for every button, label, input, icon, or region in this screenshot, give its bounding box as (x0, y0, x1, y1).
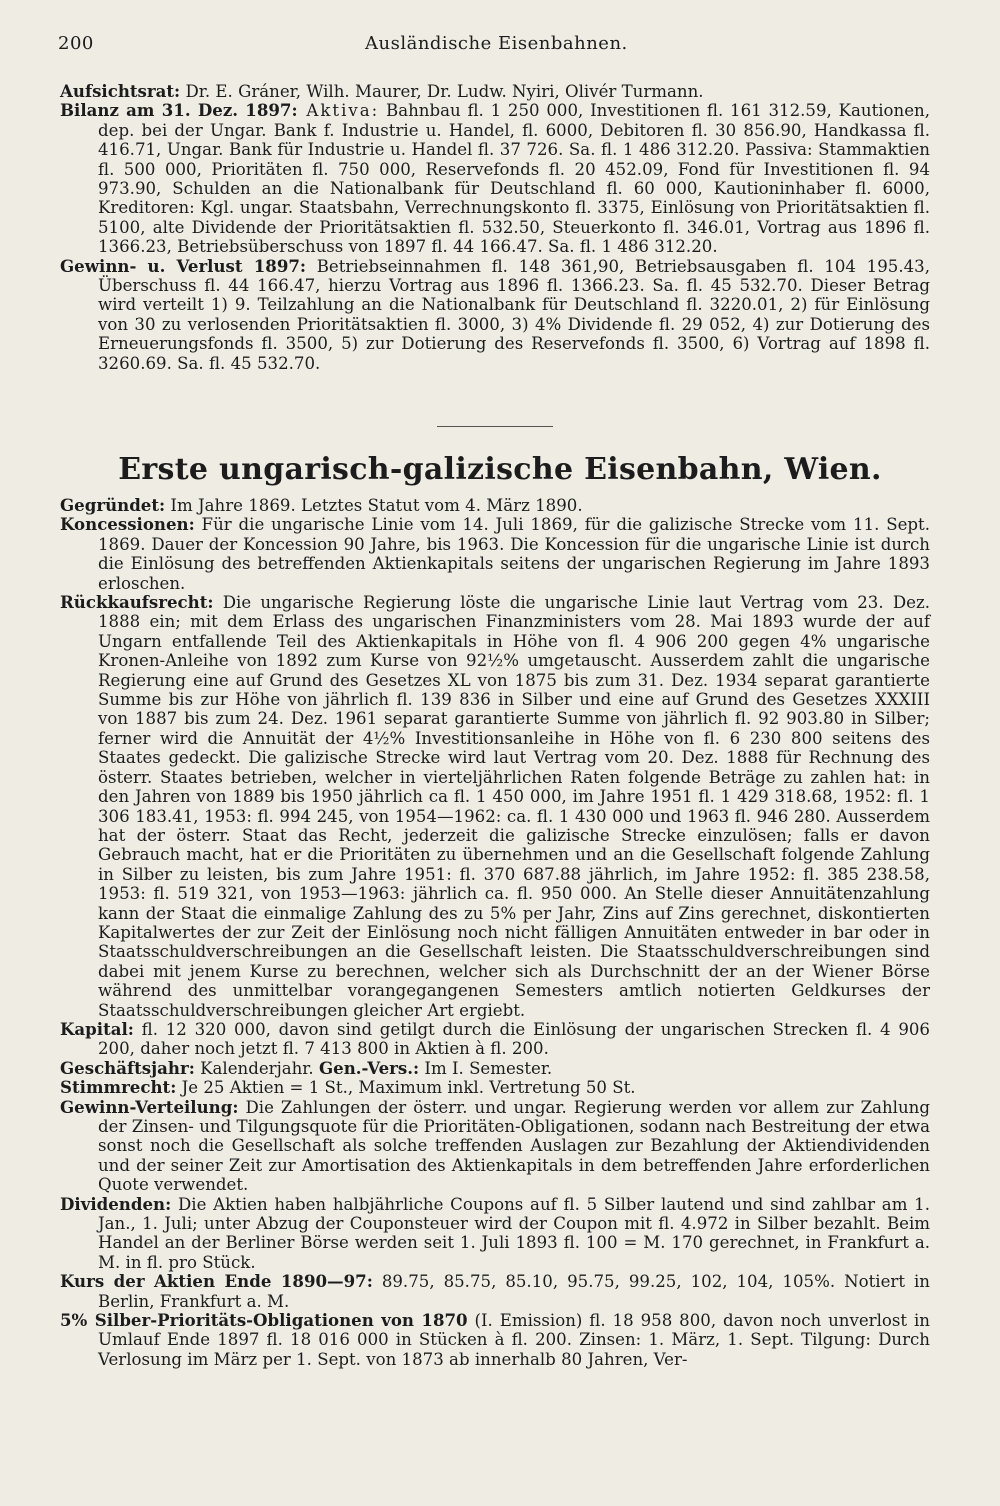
entry-rueckkaufsrecht (60, 593, 930, 1020)
entry-text: Die Aktien haben halbjährliche Coupons auf fl. 5 Silber lautend und sind zahlbar am 1. Jan., 1. Juli; unter Abzug der Couponsteuer wird der Coupon mit fl. 4.972 in Silber bezahlt. Beim Handel an der Berliner Börse werden seit 1. Juli 1893 fl. 100 = M. 170 gerechnet, in Frankfurt a. M. in fl. pro Stück. (98, 1194, 930, 1272)
entry-text: Je 25 Aktien = 1 St., Maximum inkl. Vertretung 50 St. (176, 1078, 636, 1098)
entry-text: Dr. E. Gráner, Wilh. Maurer, Dr. Ludw. Nyiri, Olivér Turmann. (180, 82, 704, 101)
entry-text: 89.75, 85.75, 85.10, 95.75, 99.25, 102, 104, 105%. Notiert in Berlin, Frankfurt a. M. (98, 1272, 930, 1311)
entry-label-secondary: Gen.-Vers.: (318, 1057, 420, 1078)
entry-prioritaets-obligationen (60, 1311, 930, 1369)
entry-aufsichtsrat (60, 82, 930, 101)
entry-text: Für die ungarische Linie vom 14. Juli 1869, für die galizische Strecke vom 11. Sept. 1869. Dauer der Koncession 90 Jahre, bis 1963. Die Koncession für die ungarische Linie ist durch die Einlösung des betreffenden Aktienkapitals seitens der ungarischen Regierung im Jahre 1893 erloschen. (98, 515, 930, 593)
entry-label: Koncessionen: (60, 514, 195, 535)
section-title: Erste ungarisch-galizische Eisenbahn, Wien. (118, 452, 882, 487)
entry-text: Die Zahlungen der österr. und ungar. Regierung werden vor allem zur Zahlung der Zinsen- und Tilgungsquote für die Prioritäten-Obligationen, sodann nach Bestreitung der etwa sonst noch die Gesellschaft als solche treffenden Auslagen zur Bezahlung der Aktiendividenden und der seiner Zeit zur Amortisation des Aktienkapitals in dem betreffenden Jahre erforderlichen Quote verwendet. (98, 1097, 930, 1195)
entry-label: 5% Silber-Prioritäts-Obligationen von 1870 (60, 1310, 468, 1331)
entry-gewinn-verteilung (60, 1098, 930, 1195)
entry-kurs (60, 1272, 930, 1311)
entry-label: Aufsichtsrat: (60, 81, 181, 101)
entry-spaced-label: Aktiva: (297, 101, 380, 121)
entry-bilanz (60, 101, 930, 256)
entry-gewinn-verlust (60, 257, 930, 373)
entry-kapital (60, 1020, 930, 1059)
entry-label: Kapital: (60, 1018, 134, 1039)
entry-label: Dividenden: (60, 1193, 172, 1214)
entry-stimmrecht (60, 1078, 930, 1097)
entry-dividenden (60, 1195, 930, 1273)
entry-label: Gewinn- u. Verlust 1897: (60, 255, 307, 276)
company-block-main (60, 496, 930, 1369)
entry-label: Gegründet: (60, 495, 166, 515)
entry-label: Rückkaufsrecht: (60, 592, 214, 613)
entry-text: fl. 12 320 000, davon sind getilgt durch die Einlösung der ungarischen Strecken fl. 4 906 200, daher noch jetzt fl. 7 413 800 in Aktien à fl. 200. (98, 1019, 930, 1059)
entry-geschaeftsjahr (60, 1059, 930, 1078)
entry-text: Im Jahre 1869. Letztes Statut vom 4. März 1890. (165, 496, 583, 515)
entry-text: Betriebseinnahmen fl. 148 361,90, Betriebsausgaben fl. 104 195.43, Überschuss fl. 44 166.47, hierzu Vortrag aus 1896 fl. 1366.23. Sa. fl. 45 532.70. Dieser Betrag wird verteilt 1) 9. Teilzahlung an die Nationalbank für Deutschland fl. 3220.01, 2) für Einlösung von 30 zu verlosenden Prioritätsaktien fl. 3000, 3) 4% Dividende fl. 29 052, 4) zur Dotierung des Erneuerungsfonds fl. 3500, 5) zur Dotierung des Reservefonds fl. 3500, 6) Vortrag auf 1898 fl. 3260.69. Sa. fl. 45 532.70. (98, 256, 930, 373)
running-title: Ausländische Eisenbahnen. (365, 33, 628, 54)
entry-label: Geschäftsjahr: (60, 1057, 195, 1078)
entry-text: (I. Emission) fl. 18 958 800, davon noch unverlost in Umlauf Ende 1897 fl. 18 016 000 in Stücken à fl. 200. Zinsen: 1. März, 1. Sept. Tilgung: Durch Verlosung im März per 1. Sept. von 1873 ab innerhalb 80 Jahren, Ver- (98, 1311, 930, 1369)
entry-text: Die ungarische Regierung löste die ungarische Linie laut Vertrag vom 23. Dez. 1888 ein; mit dem Erlass des ungarischen Finanzministers vom 28. Mai 1893 wurde der auf Ungarn entfallende Teil des Aktienkapitals in Höhe von fl. 4 906 200 gegen 4% ungarische Kronen-Anleihe von 1892 zum Kurse von 92½% umgetauscht. Ausserdem zahlt die ungarische Regierung eine auf Grund des Gesetzes XL von 1875 bis zum 31. Dez. 1934 separat garantierte Summe bis zur Höhe von jährlich fl. 139 836 in Silber und eine auf Grund des Gesetzes XXXIII von 1887 bis zum 24. Dez. 1961 separat garantierte Summe von jährlich fl. 92 903.80 in Silber; ferner wird die Annuität der 4½% Investitionsanleihe in Höhe von fl. 6 230 800 seitens des Staates gedeckt. Die galizische Strecke wird laut Vertrag vom 20. Dez. 1888 für Rechnung des österr. Staates betrieben, welcher in vierteljährlichen Raten folgende Beträge zu zahlen hat: in den Jahren von 1889 bis 1950 jährlich ca fl. 1 450 000, im Jahre 1951 fl. 1 429 318.68, 1952: fl. 1 306 183.41, 1953: fl. 994 245, von 1954—1962: ca. fl. 1 430 000 und 1963 fl. 946 280. Ausserdem hat der österr. Staat das Recht, jederzeit die galizische Strecke einzulösen; falls er davon Gebrauch macht, hat er die Prioritäten zu übernehmen und an die Gesellschaft folgende Zahlung in Silber zu leisten, bis zum Jahre 1951: fl. 370 687.88 jährlich, im Jahre 1952: fl. 385 238.58, 1953: fl. 519 321, von 1953—1963: jährlich ca. fl. 950 000. An Stelle dieser Annuitätenzahlung kann der Staat die einmalige Zahlung des zu 5% per Jahr, Zins auf Zins gerechnet, diskontierten Kapitalwertes der zur Zeit der Einlösung noch nicht fälligen Annuitäten entweder in bar oder in Staatsschuldverschreibungen an die Gesellschaft leisten. Die Staatsschuldverschreibungen sind dabei mit jenem Kurse zu berechnen, welcher sich als Durchschnitt der an der Wiener Börse während des unmittelbar vorangegangenen Semesters amtlich notierten Geldkurses der Staatsschuldverschreibungen gleicher Art ergiebt. (98, 593, 930, 1020)
entry-text: Kalenderjahr. (194, 1058, 319, 1078)
entry-label: Gewinn-Verteilung: (60, 1096, 239, 1117)
section-divider (437, 426, 553, 427)
entry-label: Kurs der Aktien Ende 1890—97: (60, 1271, 373, 1292)
entry-label: Bilanz am 31. Dez. 1897: (60, 100, 298, 121)
company-block-top (60, 82, 930, 373)
entry-text: Bahnbau fl. 1 250 000, Investitionen fl. 161 312.59, Kautionen, dep. bei der Ungar. Bank f. Industrie u. Handel, fl. 6000, Debitoren fl. 30 856.90, Handkassa fl. 416.71, Ungar. Bank für Industrie u. Handel fl. 37 726. Sa. fl. 1 486 312.20. Passiva: Stammaktien fl. 500 000, Prioritäten fl. 750 000, Reservefonds fl. 20 452.09, Fond für Investitionen fl. 94 973.90, Schulden an die Nationalbank für Deutschland fl. 60 000, Kautioninhaber fl. 6000, Kreditoren: Kgl. ungar. Staatsbahn, Verrechnungskonto fl. 3375, Einlösung von Prioritätsaktien fl. 5100, alte Dividende der Prioritätsaktien fl. 532.50, Steuerkonto fl. 346.01, Vortrag aus 1896 fl. 1366.23, Betriebsüberschuss von 1897 fl. 44 166.47. Sa. fl. 1 486 312.20. (98, 101, 931, 257)
entry-koncessionen (60, 515, 930, 593)
page-number: 200 (58, 33, 94, 54)
entry-label: Stimmrecht: (60, 1077, 177, 1098)
entry-text-secondary: Im I. Semester. (419, 1058, 553, 1078)
entry-gegruendet (60, 496, 930, 515)
